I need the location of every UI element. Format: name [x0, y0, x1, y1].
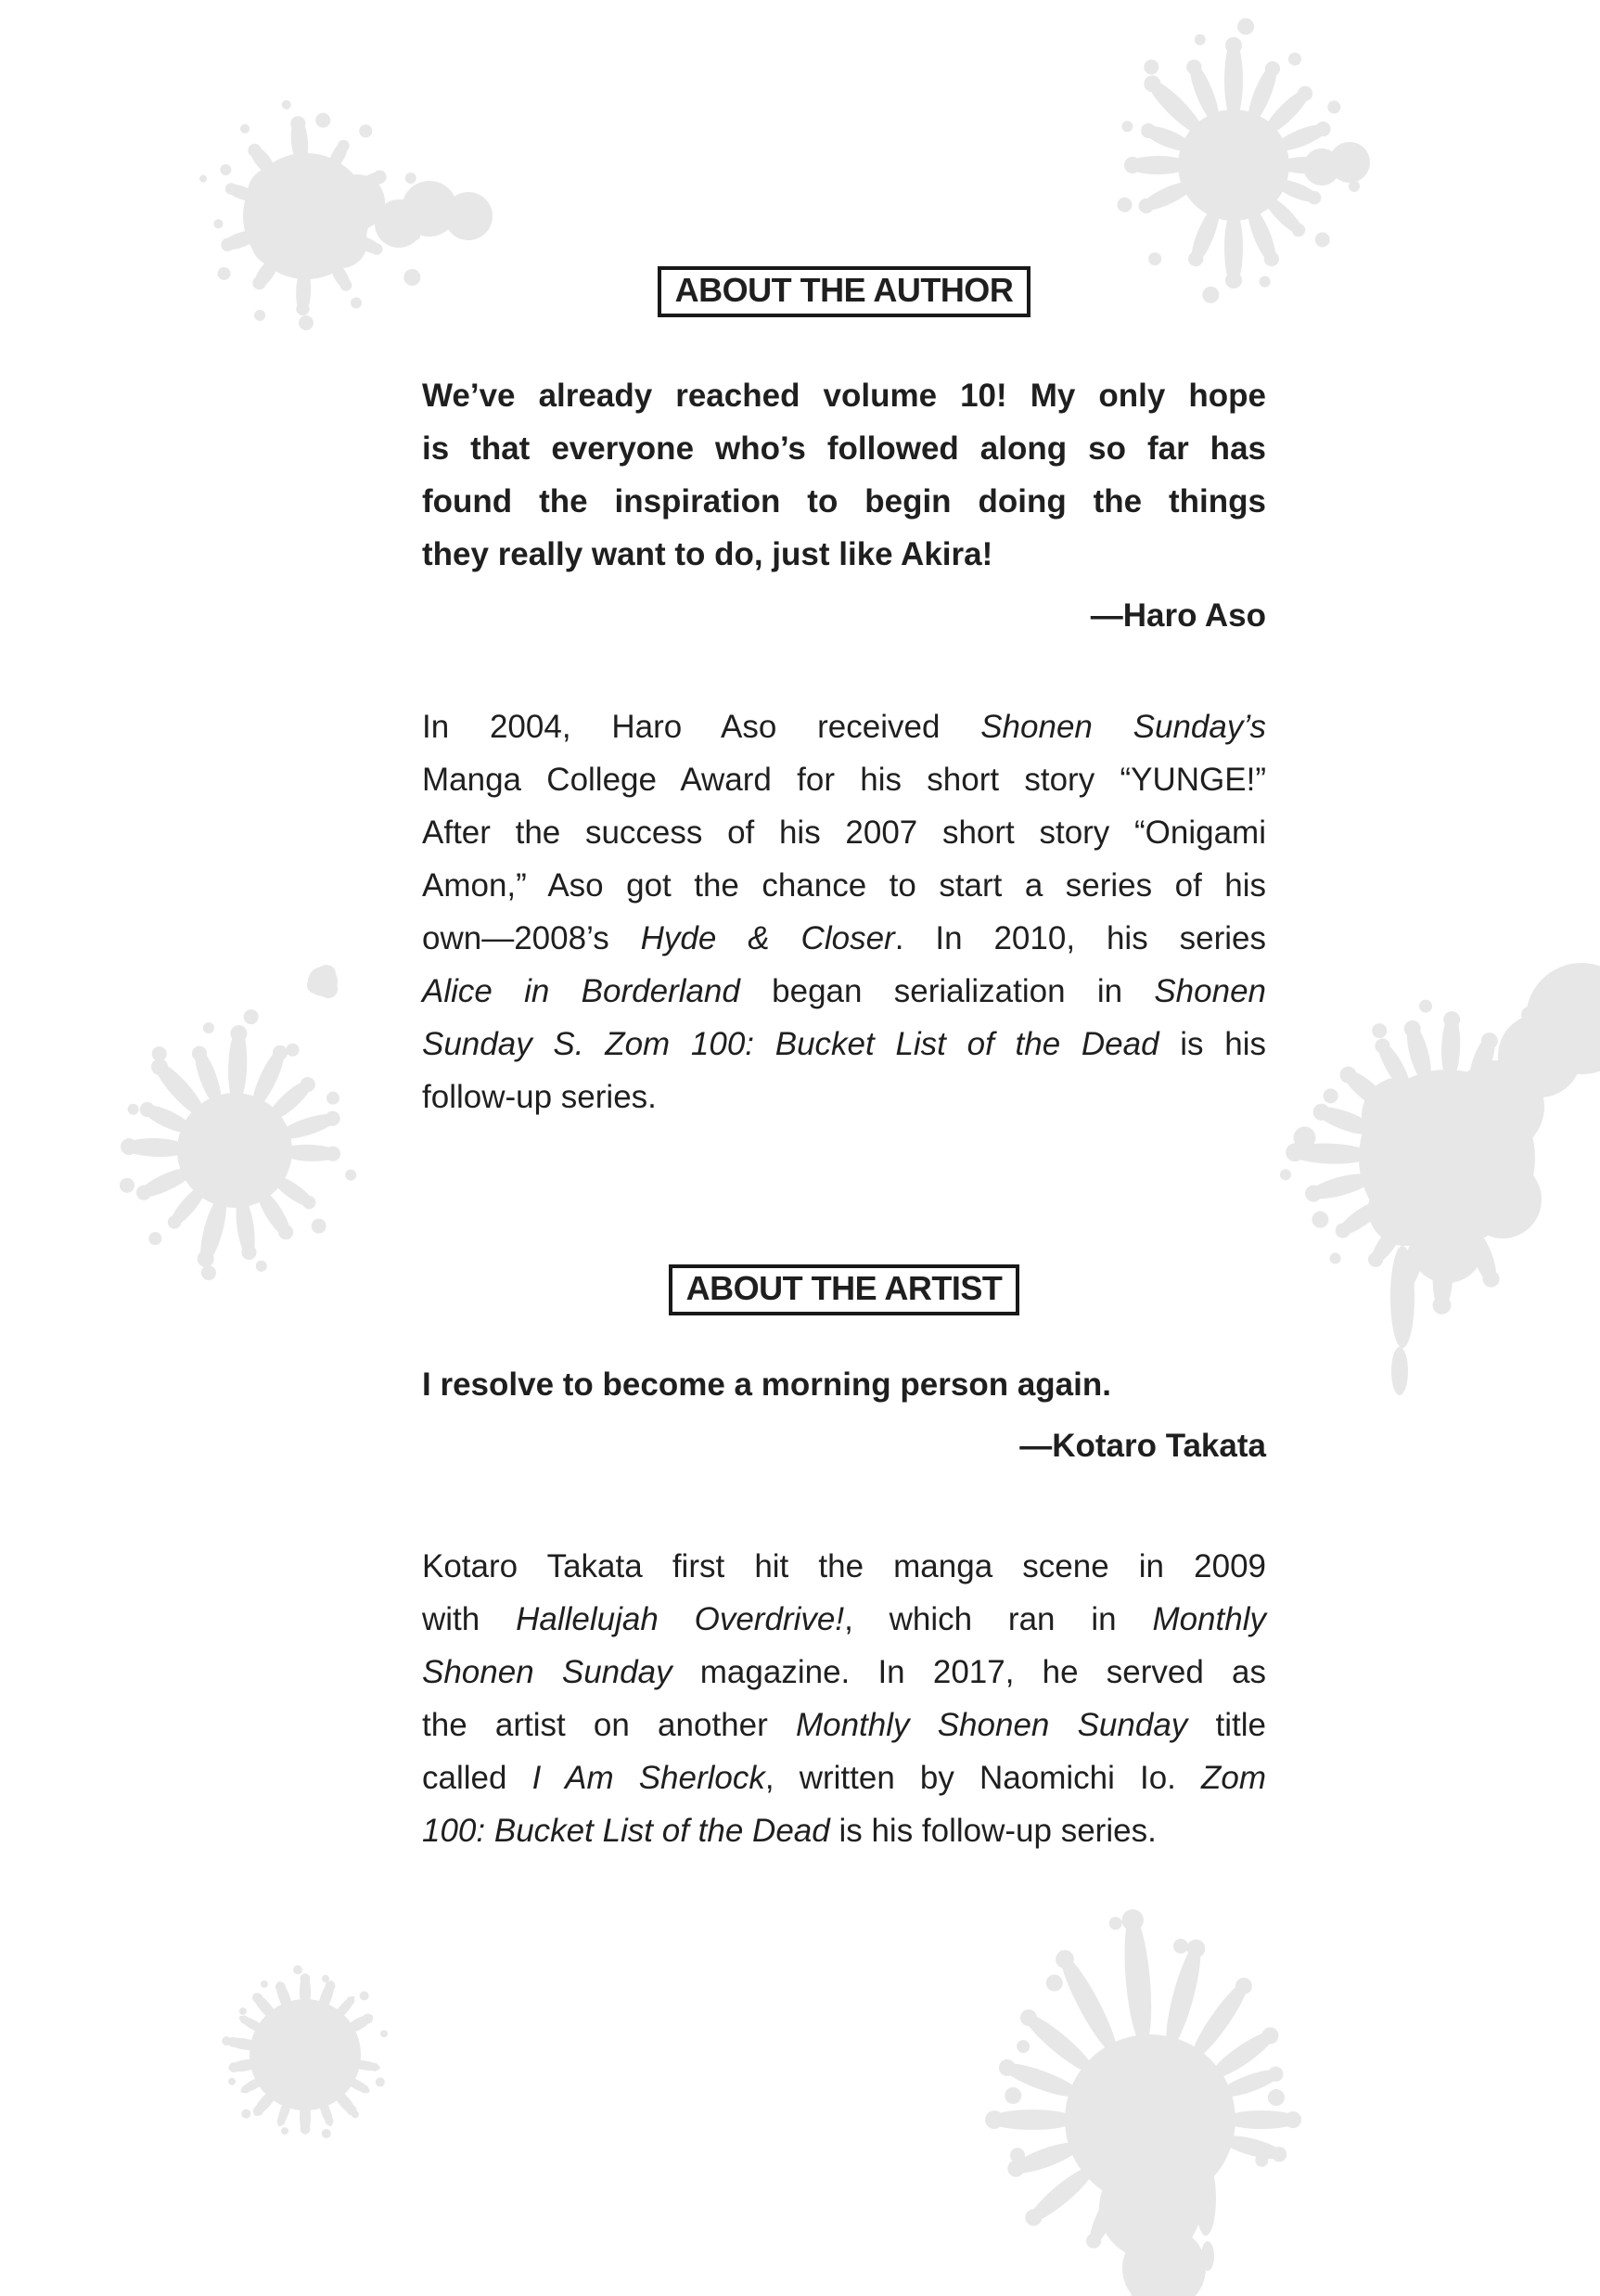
italic-title-text: Monthly — [1152, 1601, 1266, 1637]
text-run: follow-up series. — [422, 1079, 657, 1115]
text-run: title — [1187, 1707, 1266, 1743]
author-quote-attribution: —Haro Aso — [1090, 597, 1266, 634]
italic-title-text: 100: Bucket List of the Dead — [422, 1813, 830, 1849]
text-run: In 2004, Haro Aso received — [422, 709, 981, 745]
text-run: the artist on another — [422, 1707, 796, 1743]
ink-splat-top-right-icon — [1118, 19, 1370, 303]
artist-bio — [422, 1540, 1266, 1857]
italic-title-text: Alice in Borderland — [422, 973, 740, 1009]
text-run: We’ve already reached volume 10! My only hope — [422, 378, 1266, 414]
text-run: Amon,” Aso got the chance to start a series of his — [422, 867, 1266, 904]
text-run: called — [422, 1760, 532, 1796]
text-line — [422, 475, 1266, 528]
text-line — [422, 1751, 1266, 1804]
italic-title-text: Hyde & Closer — [640, 920, 895, 956]
text-line — [422, 369, 1266, 422]
text-line — [422, 1358, 1266, 1411]
author-section-heading: ABOUT THE AUTHOR — [658, 266, 1031, 317]
text-line — [422, 700, 1266, 753]
author-bio — [422, 700, 1266, 1123]
text-line — [422, 528, 1266, 581]
author-section-heading-row — [422, 266, 1266, 317]
text-line — [422, 1540, 1266, 1593]
text-line — [422, 1646, 1266, 1699]
author-quote-lines — [422, 369, 1266, 581]
text-run: , written by Naomichi Io. — [764, 1760, 1202, 1796]
artist-quote-lines — [422, 1358, 1266, 1411]
artist-section-heading: ABOUT THE ARTIST — [669, 1264, 1020, 1315]
italic-title-text: Shonen Sunday’s — [980, 709, 1267, 745]
italic-title-text: Shonen — [1154, 973, 1266, 1009]
text-run: found the inspiration to begin doing the things — [422, 483, 1266, 519]
text-line — [422, 965, 1266, 1018]
text-line — [422, 859, 1266, 912]
text-run: Kotaro Takata first hit the manga scene in 2009 — [422, 1548, 1266, 1584]
text-run: is his follow-up series. — [829, 1813, 1157, 1849]
ink-dot-middle-left-icon — [307, 965, 338, 998]
text-run: Manga College Award for his short story “YUNGE!” — [422, 762, 1266, 798]
ink-splat-bottom-right-icon — [985, 1909, 1301, 2296]
text-run: magazine. In 2017, he served as — [672, 1654, 1266, 1690]
text-run: is his — [1158, 1026, 1266, 1062]
text-line — [422, 1071, 1266, 1123]
text-run: , which ran in — [844, 1601, 1153, 1637]
italic-title-text: Sunday S. Zom 100: Bucket List of the Dead — [422, 1026, 1159, 1062]
ink-splat-middle-left-icon — [120, 1009, 356, 1280]
italic-title-text: Zom — [1201, 1760, 1267, 1796]
text-run: with — [422, 1601, 517, 1637]
text-line — [422, 1018, 1266, 1071]
text-line — [422, 1699, 1266, 1751]
text-run: I resolve to become a morning person again. — [422, 1366, 1111, 1403]
italic-title-text: Hallelujah Overdrive! — [516, 1601, 845, 1637]
artist-quote-attribution: —Kotaro Takata — [1019, 1428, 1266, 1464]
text-line — [422, 806, 1266, 859]
ink-splat-bottom-left-icon — [222, 1965, 388, 2138]
text-line — [422, 1804, 1266, 1857]
text-line — [422, 912, 1266, 965]
author-quote — [422, 369, 1266, 642]
text-run: . In 2010, his series — [894, 920, 1266, 956]
artist-quote — [422, 1358, 1266, 1472]
italic-title-text: Monthly Shonen Sunday — [795, 1707, 1188, 1743]
text-run: own—2008’s — [422, 920, 641, 956]
text-run: is that everyone who’s followed along so far has — [422, 430, 1266, 467]
text-line — [422, 422, 1266, 475]
text-line — [422, 1593, 1266, 1646]
italic-title-text: Shonen Sunday — [422, 1654, 672, 1690]
artist-section-heading-row — [422, 1264, 1266, 1315]
ink-splat-middle-right-icon — [1280, 963, 1600, 1395]
italic-title-text: I Am Sherlock — [531, 1760, 765, 1796]
text-run: they really want to do, just like Akira! — [422, 536, 993, 572]
text-run: began serialization in — [739, 973, 1155, 1009]
text-run: After the success of his 2007 short story “Onigami — [422, 815, 1266, 851]
text-line — [422, 753, 1266, 806]
